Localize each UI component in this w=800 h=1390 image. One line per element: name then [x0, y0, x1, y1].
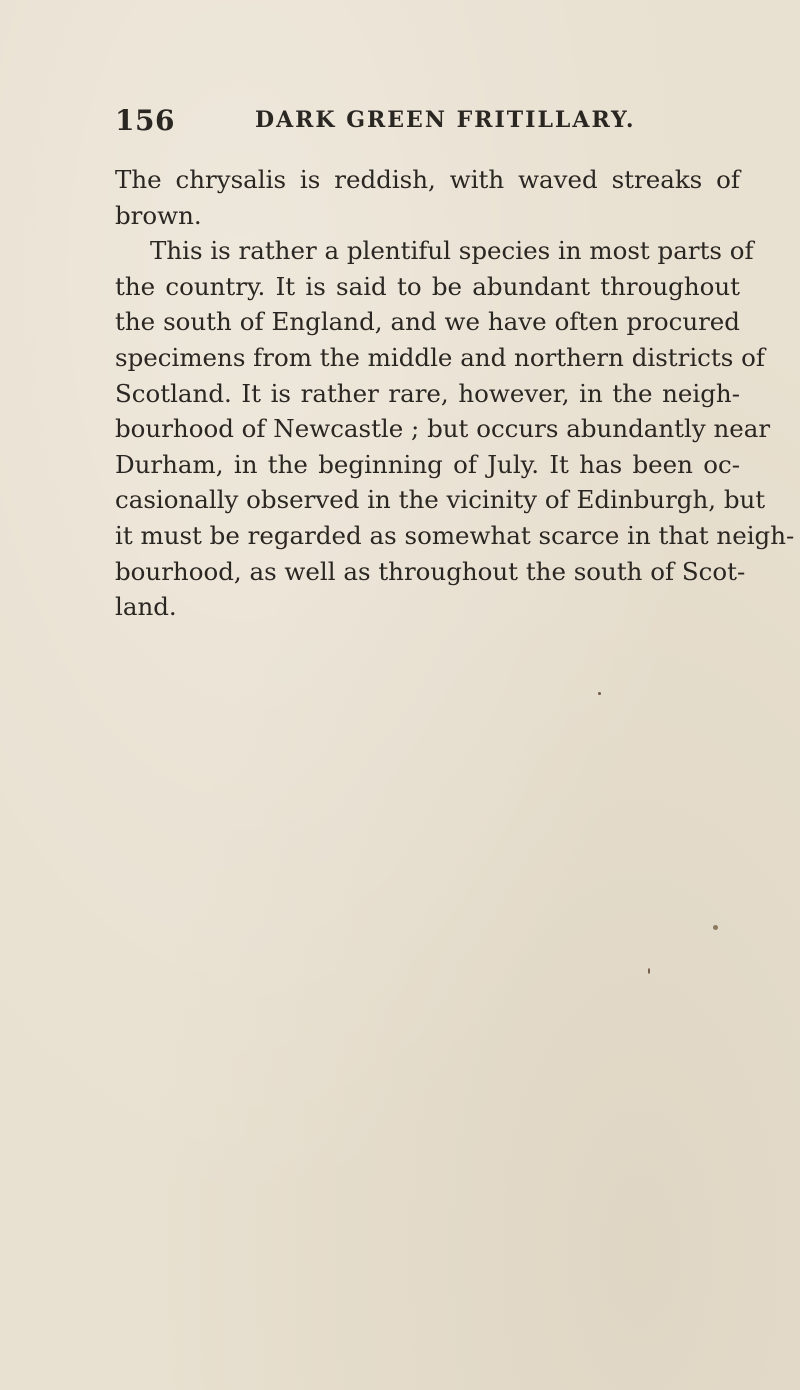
running-head — [115, 104, 740, 144]
paper-speck — [648, 968, 650, 974]
text-line: The chrysalis is reddish, with waved streaks of — [115, 165, 740, 194]
paper-speck — [598, 692, 601, 695]
text-line: brown. — [115, 200, 202, 230]
paper-speck — [713, 925, 718, 930]
running-title: DARK GREEN FRITILLARY. — [255, 107, 636, 133]
text-line: bourhood of Newcastle ; but occurs abundantly near — [115, 414, 771, 444]
text-line: bourhood, as well as throughout the south of Scot- — [115, 556, 746, 586]
text-line: casionally observed in the vicinity of Edinburgh, but — [115, 485, 766, 515]
text-line: Durham, in the beginning of July. It has been oc- — [115, 449, 740, 479]
text-line: it must be regarded as somewhat scarce in that neigh- — [115, 520, 795, 550]
text-line: land. — [115, 592, 177, 622]
text-line: specimens from the middle and northern districts of — [115, 342, 765, 372]
text-line: the country. It is said to be abundant throughout — [115, 271, 740, 301]
page-number: 156 — [115, 104, 175, 137]
body-text — [115, 162, 795, 625]
text-line: This is rather a plentiful species in most parts of — [150, 236, 754, 266]
text-line: Scotland. It is rather rare, however, in the neigh- — [115, 378, 740, 408]
text-line: the south of England, and we have often procured — [115, 307, 740, 337]
